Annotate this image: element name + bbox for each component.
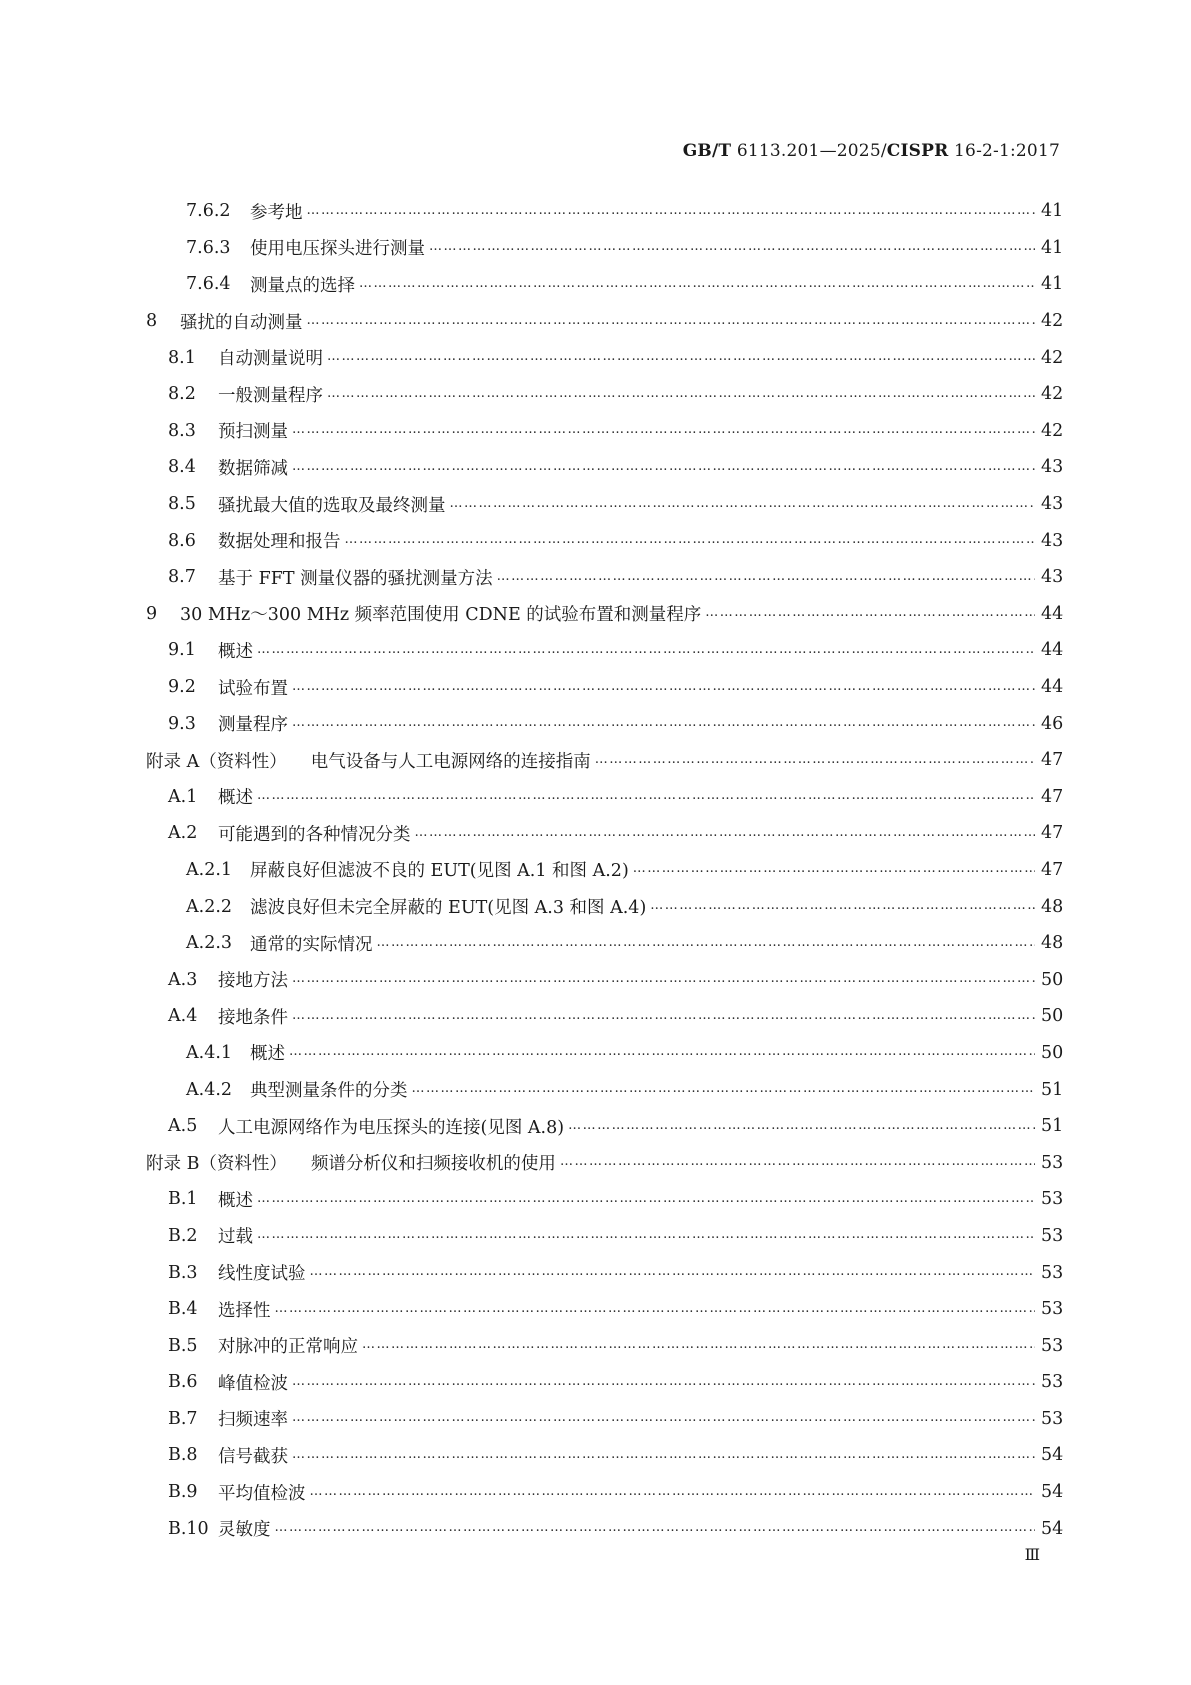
toc-leader-dots [292,1374,1035,1389]
toc-entry-number: 8.1 [168,347,196,368]
toc-leader-dots [560,1154,1035,1169]
toc-entry-title: 过载 [218,1227,253,1248]
toc-entry[interactable] [146,339,1063,376]
toc-entry-title: 频谱分析仪和扫频接收机的使用 [310,1154,556,1175]
toc-entry-page: 53 [1041,1299,1064,1320]
toc-entry-page: 42 [1041,420,1064,441]
toc-entry-title: 通常的实际情况 [250,934,373,955]
standard-header [683,141,1060,161]
toc-entry[interactable] [146,1108,1063,1145]
toc-entry-title: 概述 [218,641,253,662]
toc-entry-page: 41 [1041,274,1064,295]
toc-entry[interactable] [146,1327,1063,1364]
toc-entry-title: 屏蔽良好但滤波不良的 EUT(见图 A.1 和图 A.2) [250,861,629,882]
toc-leader-dots [595,752,1035,767]
toc-entry-title: 概述 [250,1044,285,1065]
toc-entry-page: 47 [1041,823,1064,844]
toc-entry[interactable] [146,486,1063,523]
toc-entry-page: 43 [1041,457,1064,478]
toc-entry-page: 44 [1041,640,1064,661]
toc-entry[interactable] [146,1437,1063,1474]
toc-entry-page: 41 [1041,237,1064,258]
toc-entry[interactable] [146,1181,1063,1218]
toc-entry-number: 附录 A（资料性） [146,751,287,772]
toc-entry-number: 8 [146,311,158,332]
toc-entry-number: 8.2 [168,384,196,405]
toc-entry[interactable] [146,925,1063,962]
toc-entry-number: A.4.2 [186,1079,233,1100]
toc-entry-title: 典型测量条件的分类 [250,1081,408,1102]
toc-entry-title: 人工电源网络作为电压探头的连接(见图 A.8) [218,1117,565,1138]
toc-leader-dots [292,1447,1035,1462]
toc-entry[interactable] [146,596,1063,633]
toc-entry-title: 线性度试验 [218,1264,306,1285]
toc-entry[interactable] [146,522,1063,559]
toc-entry-page: 43 [1041,567,1064,588]
toc-leader-dots [310,1264,1036,1279]
toc-entry[interactable] [146,1401,1063,1438]
toc-entry[interactable] [146,1474,1063,1511]
toc-leader-dots [292,422,1035,437]
toc-entry-number: 8.5 [168,494,196,515]
toc-entry-title: 一般测量程序 [218,385,323,406]
toc-leader-dots [362,1337,1035,1352]
toc-entry-number: 7.6.3 [186,237,231,258]
toc-leader-dots [359,276,1035,291]
toc-entry-page: 54 [1041,1482,1064,1503]
toc-leader-dots [327,386,1035,401]
toc-entry-number: 8.3 [168,420,196,441]
toc-entry-page: 53 [1041,1189,1064,1210]
toc-entry[interactable] [146,852,1063,889]
toc-entry-page: 43 [1041,530,1064,551]
toc-entry[interactable] [146,742,1063,779]
toc-entry-number: 9.2 [168,677,196,698]
toc-entry-number: B.5 [168,1335,198,1356]
toc-entry-number: A.4 [168,1006,198,1027]
toc-entry-page: 47 [1041,750,1064,771]
toc-leader-dots [257,788,1035,803]
toc-entry[interactable] [146,998,1063,1035]
toc-entry-number: 9.1 [168,640,196,661]
toc-entry[interactable] [146,705,1063,742]
toc-leader-dots [568,1118,1035,1133]
toc-entry-number: A.3 [168,969,198,990]
toc-entry-number: 附录 B（资料性） [146,1154,287,1175]
toc-leader-dots [275,1301,1036,1316]
toc-entry[interactable] [146,815,1063,852]
toc-leader-dots [327,349,1035,364]
toc-entry-page: 50 [1041,1006,1064,1027]
toc-entry[interactable] [146,413,1063,450]
toc-leader-dots [292,1008,1035,1023]
toc-entry-title: 接地条件 [218,1007,288,1028]
toc-leader-dots [497,569,1035,584]
toc-entry-title: 扫频速率 [218,1410,288,1431]
toc-entry-number: 8.4 [168,457,196,478]
toc-leader-dots [377,935,1036,950]
toc-entry[interactable] [146,303,1063,340]
toc-entry-page: 50 [1041,1042,1064,1063]
toc-entry-number: B.7 [168,1408,198,1429]
toc-entry-page: 53 [1041,1335,1064,1356]
toc-entry-title: 自动测量说明 [218,349,323,370]
toc-entry-page: 51 [1041,1116,1064,1137]
toc-entry-number: B.10 [168,1518,209,1539]
page-number: Ⅲ [1024,1545,1039,1564]
header-suffix: 16-2-1:2017 [948,141,1060,161]
toc-entry-number: 9 [146,603,158,624]
toc-entry-page: 53 [1041,1262,1064,1283]
toc-leader-dots [310,1484,1036,1499]
toc-entry[interactable] [146,1071,1063,1108]
toc-entry-page: 42 [1041,311,1064,332]
toc-entry-number: 8.6 [168,530,196,551]
toc-entry-number: A.1 [168,786,198,807]
toc-entry-page: 53 [1041,1225,1064,1246]
toc-entry[interactable] [146,1291,1063,1328]
toc-leader-dots [412,1081,1036,1096]
toc-leader-dots [633,861,1035,876]
toc-entry-page: 54 [1041,1445,1064,1466]
toc-entry-number: A.2.1 [186,859,233,880]
toc-entry-title: 平均值检波 [218,1483,306,1504]
toc-entry-number: A.2.3 [186,933,233,954]
toc-entry-title: 可能遇到的各种情况分类 [218,824,411,845]
toc-entry-title: 使用电压探头进行测量 [250,239,425,260]
toc-entry[interactable] [146,779,1063,816]
toc-entry[interactable] [146,632,1063,669]
toc-entry-page: 42 [1041,384,1064,405]
toc-leader-dots [292,971,1035,986]
toc-entry-title: 接地方法 [218,971,288,992]
toc-entry-number: A.4.1 [186,1042,233,1063]
toc-entry-number: B.2 [168,1225,198,1246]
toc-entry-number: 8.7 [168,567,196,588]
toc-entry-page: 53 [1041,1372,1064,1393]
table-of-contents [146,193,1063,1547]
toc-entry-title: 试验布置 [218,678,288,699]
toc-entry-page: 41 [1041,201,1064,222]
toc-entry-title: 峰值检波 [218,1373,288,1394]
toc-entry-title: 骚扰的自动测量 [180,312,303,333]
toc-entry[interactable] [146,669,1063,706]
toc-entry-page: 48 [1041,896,1064,917]
toc-leader-dots [429,239,1035,254]
toc-entry-page: 44 [1041,677,1064,698]
toc-entry[interactable] [146,1218,1063,1255]
toc-entry-page: 47 [1041,859,1064,880]
toc-entry[interactable] [146,1364,1063,1401]
toc-entry[interactable] [146,1510,1063,1547]
toc-entry-number: A.2 [168,823,198,844]
toc-entry-page: 53 [1041,1152,1064,1173]
toc-entry-page: 43 [1041,494,1064,515]
toc-entry-title: 数据处理和报告 [218,532,341,553]
toc-entry-title: 电气设备与人工电源网络的连接指南 [310,751,591,772]
toc-entry-number: A.5 [168,1116,198,1137]
toc-entry[interactable] [146,193,1063,230]
toc-entry-title: 概述 [218,788,253,809]
toc-entry[interactable] [146,449,1063,486]
toc-leader-dots [345,532,1036,547]
toc-leader-dots [415,825,1036,840]
toc-entry-number: B.8 [168,1445,198,1466]
toc-entry-number: 7.6.2 [186,201,231,222]
header-code: GB/T [682,141,732,161]
toc-leader-dots [257,642,1035,657]
toc-entry-number: 7.6.4 [186,274,231,295]
toc-entry-title: 信号截获 [218,1446,288,1467]
toc-leader-dots [292,1410,1035,1425]
toc-entry-title: 预扫测量 [218,422,288,443]
toc-entry-title: 测量程序 [218,715,288,736]
toc-entry-page: 46 [1041,713,1064,734]
toc-leader-dots [292,459,1035,474]
toc-leader-dots [307,203,1036,218]
toc-entry-page: 54 [1041,1518,1064,1539]
toc-entry[interactable] [146,230,1063,267]
toc-entry[interactable] [146,376,1063,413]
toc-leader-dots [292,679,1035,694]
toc-leader-dots [307,313,1036,328]
toc-entry[interactable] [146,266,1063,303]
toc-leader-dots [275,1520,1036,1535]
toc-leader-dots [289,1044,1035,1059]
toc-leader-dots [257,1227,1035,1242]
toc-entry-title: 30 MHz～300 MHz 频率范围使用 CDNE 的试验布置和测量程序 [180,605,702,626]
toc-entry[interactable] [146,1254,1063,1291]
toc-entry-title: 概述 [218,1190,253,1211]
toc-leader-dots [257,1191,1035,1206]
toc-entry-page: 53 [1041,1408,1064,1429]
toc-entry-page: 48 [1041,933,1064,954]
toc-entry-number: A.2.2 [186,896,233,917]
toc-entry-number: B.3 [168,1262,198,1283]
toc-entry[interactable] [146,961,1063,998]
toc-entry-number: B.9 [168,1482,198,1503]
toc-entry-title: 滤波良好但未完全屏蔽的 EUT(见图 A.3 和图 A.4) [250,898,647,919]
toc-entry-number: B.1 [168,1189,198,1210]
toc-entry-title: 测量点的选择 [250,275,355,296]
toc-entry-number: 9.3 [168,713,196,734]
toc-entry[interactable] [146,888,1063,925]
toc-entry-number: B.6 [168,1372,198,1393]
toc-entry-title: 骚扰最大值的选取及最终测量 [218,495,446,516]
toc-leader-dots [292,715,1035,730]
toc-entry-title: 对脉冲的正常响应 [218,1337,358,1358]
toc-entry[interactable] [146,1035,1063,1072]
toc-entry-number: B.4 [168,1299,198,1320]
toc-entry-page: 50 [1041,969,1064,990]
header-cispr: CISPR [886,141,949,161]
toc-leader-dots [650,898,1035,913]
toc-entry[interactable] [146,1144,1063,1181]
toc-entry-page: 51 [1041,1079,1064,1100]
toc-entry-title: 灵敏度 [218,1520,271,1541]
toc-entry-page: 44 [1041,603,1064,624]
toc-entry[interactable] [146,559,1063,596]
toc-entry-title: 数据筛减 [218,458,288,479]
toc-entry-title: 参考地 [250,202,303,223]
toc-leader-dots [705,605,1035,620]
toc-entry-page: 42 [1041,347,1064,368]
toc-leader-dots [450,496,1036,511]
toc-entry-title: 选择性 [218,1300,271,1321]
toc-entry-title: 基于 FFT 测量仪器的骚扰测量方法 [218,568,493,589]
header-number: 6113.201—2025/ [731,141,887,161]
toc-entry-page: 47 [1041,786,1064,807]
